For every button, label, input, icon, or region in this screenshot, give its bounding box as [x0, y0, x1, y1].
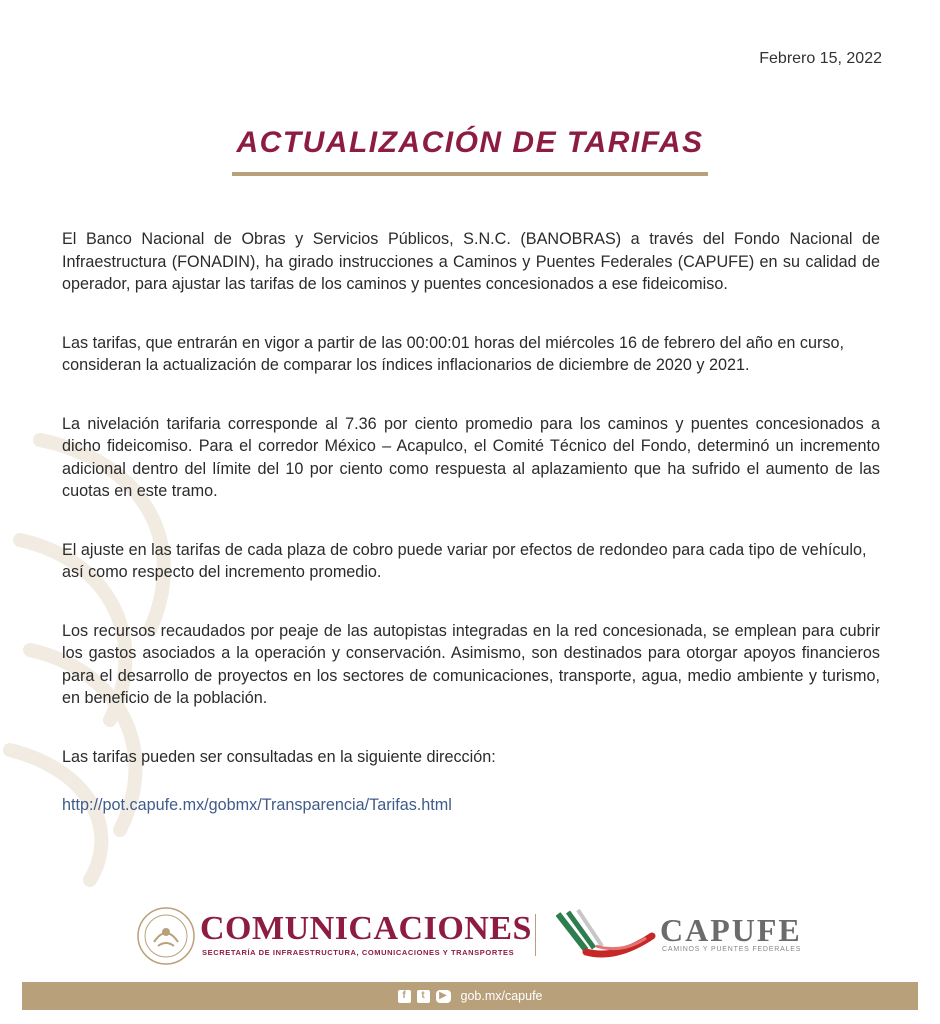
paragraph: Los recursos recaudados por peaje de las autopistas integradas en la red concesionada, se emplean para cubrir los gastos asociados a la operación y conservación. Asimismo, son destinados para otorgar apoyos financieros para el desarrollo de proyectos en los sectores de comunicaciones, transporte, agua, medio ambiente y turismo, en beneficio de la población. [62, 621, 880, 707]
capufe-logo-icon [556, 906, 656, 962]
document-body [62, 228, 880, 853]
paragraph: Las tarifas pueden ser consultadas en la siguiente dirección: [62, 747, 496, 766]
logo-divider [535, 914, 536, 956]
footer-url[interactable]: gob.mx/capufe [460, 989, 543, 1003]
page-title: ACTUALIZACIÓN DE TARIFAS [236, 126, 704, 159]
comunicaciones-logo-subtitle: SECRETARÍA DE INFRAESTRUCTURA, COMUNICACIONES Y TRANSPORTES [202, 948, 515, 957]
document-date: Febrero 15, 2022 [759, 50, 882, 67]
title-underline [232, 172, 708, 176]
facebook-icon[interactable]: f [398, 990, 411, 1003]
logo-strip [0, 900, 940, 970]
capufe-logo-title: CAPUFE [660, 912, 802, 948]
twitter-icon[interactable]: t [417, 990, 430, 1003]
paragraph: Las tarifas, que entrarán en vigor a partir de las 00:00:01 horas del miércoles 16 de febrero del año en curso, consideran la actualización de comparar los índices inflacionarios de diciembre de 2020 y 2021. [62, 333, 844, 374]
national-seal-icon [136, 906, 196, 966]
footer-bar [22, 982, 918, 1010]
tarifas-link[interactable]: http://pot.capufe.mx/gobmx/Transparencia/Tarifas.html [62, 796, 452, 814]
paragraph: El ajuste en las tarifas de cada plaza de cobro puede variar por efectos de redondeo para cada tipo de vehículo, así como respecto del incremento promedio. [62, 540, 867, 581]
capufe-logo-subtitle: CAMINOS Y PUENTES FEDERALES [662, 946, 802, 953]
paragraph: El Banco Nacional de Obras y Servicios Públicos, S.N.C. (BANOBRAS) a través del Fondo Nacional de Infraestructura (FONADIN), ha girado instrucciones a Caminos y Puentes Federales (CAPUFE) en su calidad de operador, para ajustar las tarifas de los caminos y puentes concesionados a ese fideicomiso. [62, 230, 880, 293]
youtube-icon[interactable]: ▶ [436, 990, 451, 1003]
paragraph: La nivelación tarifaria corresponde al 7.36 por ciento promedio para los caminos y puentes concesionados a dicho fideicomiso. Para el corredor México – Acapulco, el Comité Técnico del Fondo, determinó un incremento adicional dentro del límite del 10 por ciento como respuesta al aplazamiento que ha sufrido el aumento de las cuotas en este tramo. [62, 414, 880, 500]
comunicaciones-logo-title: COMUNICACIONES [200, 910, 532, 947]
